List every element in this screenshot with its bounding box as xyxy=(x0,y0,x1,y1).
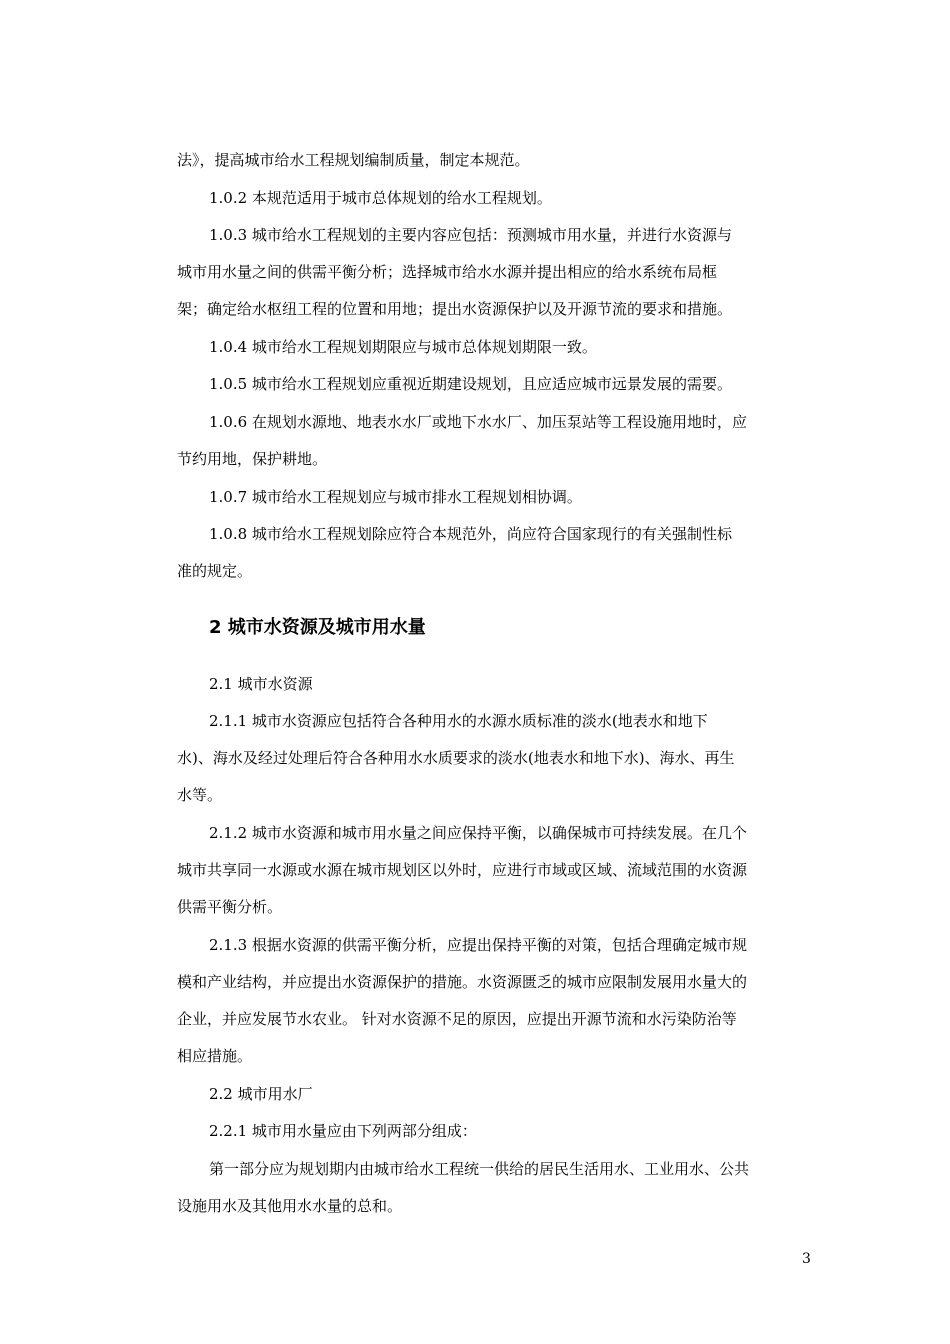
text-line: 架；确定给水枢纽工程的位置和用地；提出水资源保护以及开源节流的要求和措施。 xyxy=(177,300,733,318)
text-line: 1.0.7 城市给水工程规划应与城市排水工程规划相协调。 xyxy=(209,488,582,506)
text-line: 城市用水量之间的供需平衡分析；选择城市给水水源并提出相应的给水系统布局框 xyxy=(177,263,718,281)
text-line: 城市共享同一水源或水源在城市规划区以外时，应进行市域或区域、流域范围的水资源 xyxy=(177,861,748,879)
section-heading: 2 城市水资源及城市用水量 xyxy=(209,617,426,638)
text-line: 1.0.3 城市给水工程规划的主要内容应包括：预测城市用水量，并进行水资源与 xyxy=(209,226,732,244)
page-number: 3 xyxy=(802,1251,811,1267)
text-line: 准的规定。 xyxy=(177,562,253,580)
text-line: 节约用地，保护耕地。 xyxy=(177,450,328,468)
text-line: 相应措施。 xyxy=(177,1047,253,1065)
text-line: 1.0.5 城市给水工程规划应重视近期建设规划，且应适应城市远景发展的需要。 xyxy=(209,375,732,393)
text-line: 2.2 城市用水厂 xyxy=(209,1085,313,1103)
text-line: 水)、海水及经过处理后符合各种用水水质要求的淡水(地表水和地下水)、海水、再生 xyxy=(177,749,735,767)
text-line: 1.0.4 城市给水工程规划期限应与城市总体规划期限一致。 xyxy=(209,338,597,356)
text-line: 2.1.2 城市水资源和城市用水量之间应保持平衡，以确保城市可持续发展。在几个 xyxy=(209,824,747,842)
text-line: 2.1.1 城市水资源应包括符合各种用水的水源水质标准的淡水(地表水和地下 xyxy=(209,712,708,730)
text-line: 1.0.8 城市给水工程规划除应符合本规范外，尚应符合国家现行的有关强制性标 xyxy=(209,525,732,543)
text-line: 第一部分应为规划期内由城市给水工程统一供给的居民生活用水、工业用水、公共 xyxy=(209,1160,750,1178)
text-line: 设施用水及其他用水水量的总和。 xyxy=(177,1197,403,1215)
text-line: 模和产业结构，并应提出水资源保护的措施。水资源匮乏的城市应限制发展用水量大的 xyxy=(177,973,748,991)
text-line: 2.1 城市水资源 xyxy=(209,675,313,693)
text-line: 2.1.3 根据水资源的供需平衡分析，应提出保持平衡的对策，包括合理确定城市规 xyxy=(209,936,747,954)
text-line: 2.2.1 城市用水量应由下列两部分组成： xyxy=(209,1122,477,1140)
text-line: 供需平衡分析。 xyxy=(177,898,283,916)
text-line: 水等。 xyxy=(177,786,223,804)
text-line: 企业，并应发展节水农业。 针对水资源不足的原因，应提出开源节流和水污染防治等 xyxy=(177,1010,737,1028)
text-line: 法》，提高城市给水工程规划编制质量，制定本规范。 xyxy=(177,151,530,169)
text-line: 1.0.6 在规划水源地、地表水水厂或地下水水厂、加压泵站等工程设施用地时，应 xyxy=(209,413,747,431)
text-line: 1.0.2 本规范适用于城市总体规划的给水工程规划。 xyxy=(209,189,552,207)
